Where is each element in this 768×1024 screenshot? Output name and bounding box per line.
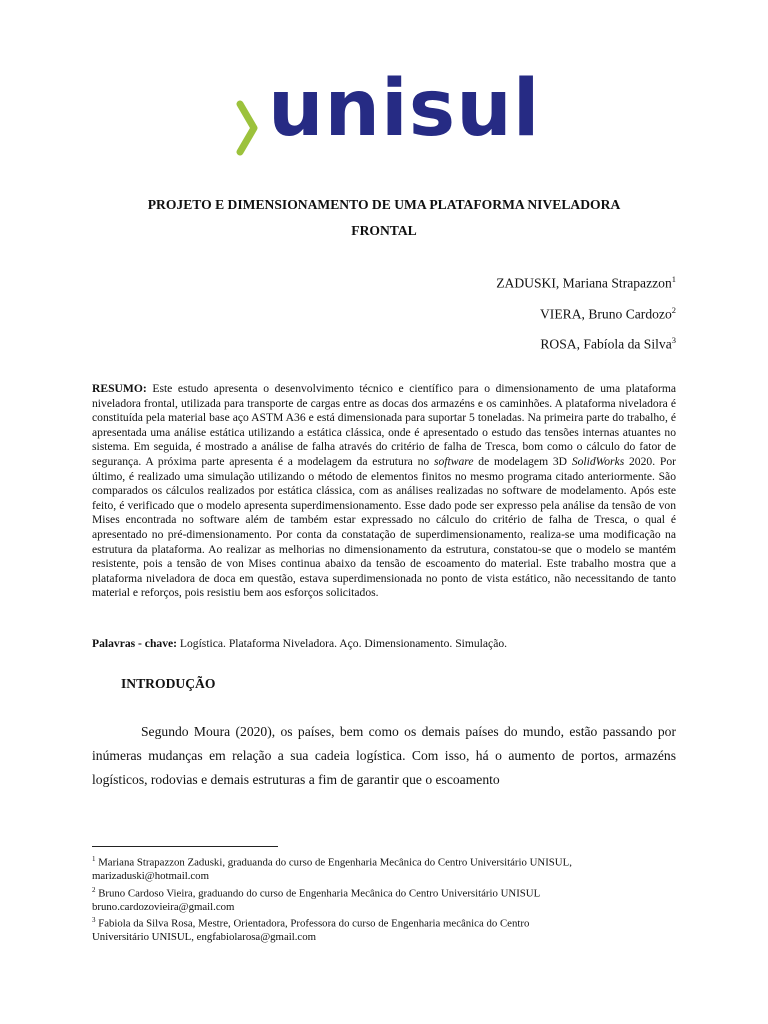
footnote-number: 3	[92, 916, 96, 925]
footnote-email: marizaduski@hotmail.com	[92, 870, 209, 883]
logo-text: unisul	[268, 64, 541, 154]
footnote-3	[92, 914, 676, 945]
title-line-2: FRONTAL	[351, 223, 417, 238]
footnote-number: 1	[92, 855, 96, 863]
author-name: ROSA, Fabíola da Silva	[540, 336, 672, 352]
abstract-label: RESUMO:	[92, 382, 147, 395]
footnote-text: Mariana Strapazzon Zaduski, graduanda do curso de Engenharia Mecânica do Centro Universitário UNISUL,	[95, 856, 572, 869]
paper-title	[92, 192, 676, 244]
author-footnote-ref: 3	[671, 335, 676, 346]
abstract-text-2: de modelagem 3D	[473, 454, 572, 468]
chevron-icon	[236, 98, 264, 158]
footnote-divider	[92, 846, 278, 847]
author-2	[496, 297, 676, 328]
footnote-number: 2	[92, 885, 96, 894]
author-footnote-ref: 1	[671, 274, 676, 284]
keywords-label: Palavras - chave:	[92, 637, 178, 650]
abstract-text-1: Este estudo apresenta o desenvolvimento técnico e científico para o dimensionamento de uma plataforma niveladora frontal, utilizada para transporte de cargas entre as docas dos armazéns e os caminhões. A plataforma niveladora é constituída pela material base aço ASTM A36 e está dimensionada para suportar 5 toneladas. Na primeira parte do trabalho, é apresentada uma análise estática utilizando a estática clássica, onde é apresentado o estudo das tensões internas atuantes no sistema. Em seguida, é mostrado a análise de falha através do critério de falha de Tresca, bom como o cálculo do fator de segurança. A próxima parte apresenta é a modelagem da estrutura no	[92, 382, 676, 468]
footnote-email: bruno.cardozovieira@gmail.com	[92, 900, 235, 913]
abstract	[92, 382, 676, 601]
footnote-text: Bruno Cardoso Vieira, graduando do curso de Engenharia Mecânica do Centro Universitário UNISUL	[95, 887, 541, 900]
footnote-2	[92, 884, 676, 915]
section-heading-introduction: INTRODUÇÃO	[121, 676, 216, 691]
author-1	[496, 266, 676, 297]
keywords-text: Logística. Plataforma Niveladora. Aço. Dimensionamento. Simulação.	[177, 637, 508, 650]
author-name: ZADUSKI, Mariana Strapazzon	[496, 275, 672, 291]
footnotes	[92, 853, 676, 945]
abstract-italic-software: software	[433, 454, 474, 468]
abstract-italic-solidworks: SolidWorks	[571, 454, 625, 468]
author-footnote-ref: 2	[671, 304, 676, 315]
keywords	[92, 637, 676, 652]
author-3	[496, 327, 676, 358]
abstract-text-3: 2020. Por último, é realizado uma simulação utilizando o método de elementos finitos no mesmo programa citado anteriormente. São comparados os cálculos realizados por estática clássica, com as análises realizadas no software de modelamento. Após este feito, é verificado que o modelo apresenta superdimensionamento. Esse dado pode ser expresso pela análise da tensão de von Mises encontrada no software além de também estar expressado no cálculo do critério de falha de Tresca, o qual é apresentado no pré-dimensionamento. Por conta da constatação de superdimensionamento, realiza-se uma modificação na estrutura da plataforma. Ao realizar as melhorias no dimensionamento da estrutura, constatou-se que o modelo se mantém resistente, pois a tensão de von Mises continua abaixo da tensão de escoamento do material. Este trabalho mostra que a plataforma niveladora de doca em questão, estava superdimensionada no ponto de vista estático, não necessitando de tanto material e reforços, pois resistiu bem aos esforços solicitados.	[92, 454, 676, 600]
footnote-email: Universitário UNISUL, engfabiolarosa@gmail.com	[92, 931, 317, 944]
author-name: VIERA, Bruno Cardozo	[539, 306, 672, 322]
introduction-paragraph: Segundo Moura (2020), os países, bem como os demais países do mundo, estão passando por inúmeras mudanças em relação a sua cadeia logística. Com isso, há o aumento de portos, armazéns logísticos, rodovias e demais estruturas a fim de garantir que o escoamento	[92, 724, 676, 787]
footnote-1	[92, 853, 676, 884]
unisul-logo	[236, 64, 541, 164]
footnote-text: Fabiola da Silva Rosa, Mestre, Orientadora, Professora do curso de Engenharia mecânica do Centro	[95, 917, 530, 930]
title-line-1: PROJETO E DIMENSIONAMENTO DE UMA PLATAFORMA NIVELADORA	[147, 197, 621, 212]
author-list	[496, 266, 676, 358]
